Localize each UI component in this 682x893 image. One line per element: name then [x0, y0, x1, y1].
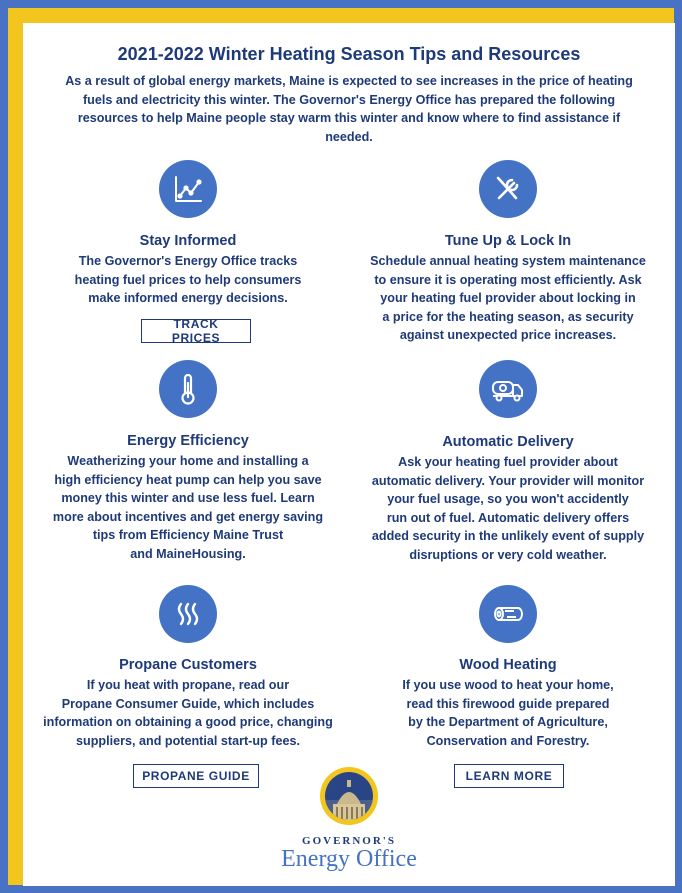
text-line: information on obtaining a good price, changing — [43, 715, 333, 729]
text-line: Weatherizing your home and installing a — [67, 454, 309, 468]
logo-name: GOVERNOR'S — [302, 835, 396, 847]
text-line: high efficiency heat pump can help you save — [54, 472, 322, 487]
text-line: more about incentives and get energy saving — [52, 509, 324, 524]
page-title: 2021-2022 Winter Heating Season Tips and Resources — [117, 44, 581, 64]
text-line: a price for the heating season, as security — [382, 309, 634, 324]
text-line: automatic delivery. Your provider will monitor — [371, 473, 645, 488]
stay-informed-title: Stay Informed — [139, 233, 237, 249]
tune-up-title: Tune Up & Lock In — [444, 233, 572, 249]
automatic-delivery-title: Automatic Delivery — [442, 434, 574, 450]
text-line: your fuel usage, so you won't accidently — [387, 492, 629, 506]
capitol-dome-icon — [320, 767, 378, 825]
text-line: suppliers, and potential start-up fees. — [76, 733, 300, 748]
text-line: your heating fuel provider about locking in — [380, 291, 636, 305]
learn-more-button[interactable]: LEARN MORE — [454, 764, 564, 788]
fuel-truck-icon — [479, 360, 537, 418]
text-line: added security in the unlikely event of supply — [371, 529, 645, 543]
text-line: disruptions or very cold weather. — [409, 547, 607, 562]
firewood-log-icon — [479, 585, 537, 643]
text-line: and MaineHousing. — [130, 546, 246, 561]
propane-guide-button[interactable]: PROPANE GUIDE — [133, 764, 259, 788]
energy-efficiency-title: Energy Efficiency — [127, 433, 249, 449]
text-line: Conservation and Forestry. — [426, 733, 590, 748]
stay-informed-text — [28, 252, 348, 308]
tune-up-text — [348, 252, 668, 345]
text-line: Propane Consumer Guide, which includes — [61, 696, 315, 711]
text-line: Ask your heating fuel provider about — [398, 455, 618, 469]
heat-waves-icon — [159, 585, 217, 643]
text-line: If you use wood to heat your home, — [402, 678, 614, 692]
page-border — [8, 8, 674, 885]
wood-heating-title: Wood Heating — [459, 657, 557, 673]
propane-title: Propane Customers — [119, 657, 257, 673]
flyer-page — [23, 23, 675, 886]
text-line: to ensure it is operating most efficiently. Ask — [374, 272, 642, 287]
energy-efficiency-text — [28, 452, 348, 563]
logo-subtitle: Energy Office — [281, 846, 417, 872]
wood-heating-text — [348, 676, 668, 750]
track-prices-button[interactable]: TRACK PRICES — [141, 319, 251, 343]
text-line: tips from Efficiency Maine Trust — [92, 528, 284, 542]
thermometer-icon — [159, 360, 217, 418]
text-line: run out of fuel. Automatic delivery offers — [386, 510, 630, 525]
line-chart-icon — [159, 160, 217, 218]
tools-icon — [479, 160, 537, 218]
text-line: by the Department of Agriculture, — [408, 715, 608, 729]
text-line: read this firewood guide prepared — [406, 696, 610, 711]
text-line: Schedule annual heating system maintenance — [370, 254, 646, 268]
text-line: money this winter and use less fuel. Learn — [61, 491, 315, 505]
propane-text — [28, 676, 348, 750]
text-line: heating fuel prices to help consumers — [74, 272, 302, 287]
text-line: against unexpected price increases. — [399, 328, 617, 342]
text-line: The Governor's Energy Office tracks — [78, 254, 298, 268]
text-line: If you heat with propane, read our — [86, 678, 290, 692]
automatic-delivery-text — [348, 453, 668, 564]
text-line: make informed energy decisions. — [88, 291, 288, 305]
intro-paragraph: As a result of global energy markets, Maine is expected to see increases in the price of heating fuels and electricity this winter. The Governor's Energy Office has prepared the following resources to help Maine people stay warm this winter and know where to find assistance if needed. — [65, 74, 633, 144]
